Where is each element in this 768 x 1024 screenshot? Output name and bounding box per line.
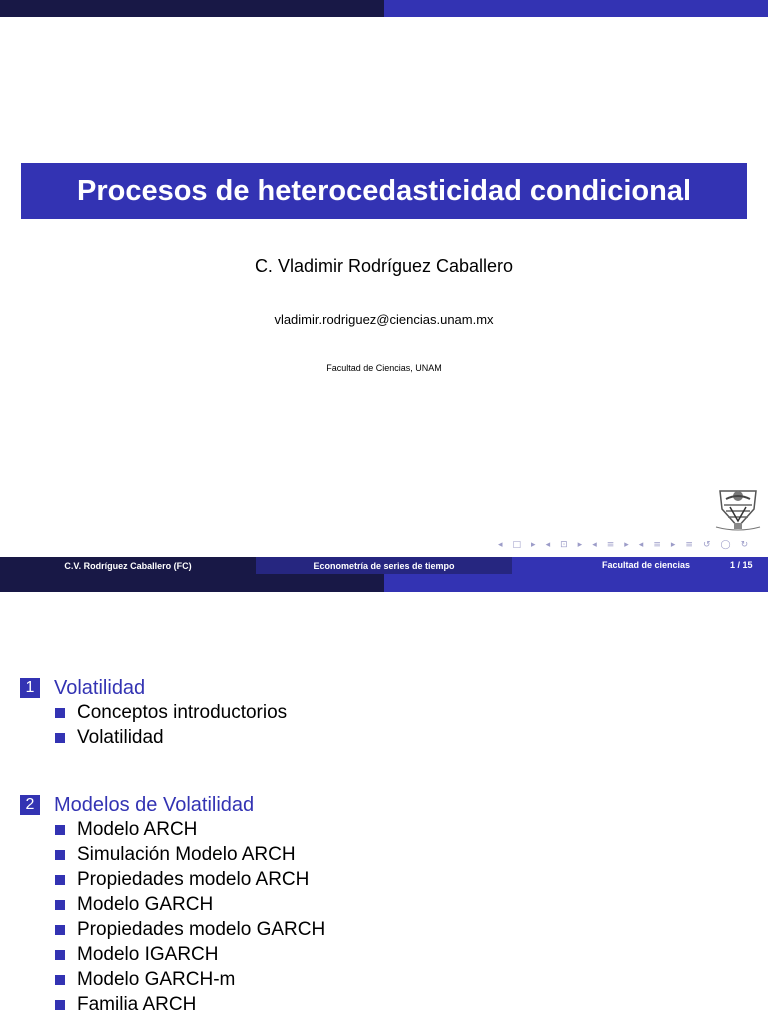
bullet-square-icon	[55, 850, 65, 860]
nav-frame-icon[interactable]: □	[512, 540, 522, 550]
header-bar-right	[384, 0, 768, 17]
section-number-badge: 2	[20, 795, 40, 815]
bullet-square-icon	[55, 975, 65, 985]
nav-prev-frame-icon[interactable]: ◂	[498, 540, 503, 550]
toc-section-1[interactable]	[20, 676, 287, 750]
presentation-title: Procesos de heterocedasticidad condicional	[21, 163, 747, 219]
toc-subsection[interactable]	[20, 917, 325, 942]
nav-back-icon[interactable]: ↺	[702, 540, 711, 550]
bullet-square-icon	[55, 708, 65, 718]
nav-subsection-icon[interactable]: ⊡	[560, 540, 568, 550]
bullet-square-icon	[55, 1000, 65, 1010]
toc-subsection[interactable]	[20, 700, 287, 725]
nav-next-document-icon[interactable]: ▸	[670, 540, 676, 550]
subsection-title[interactable]: Conceptos introductorios	[77, 701, 288, 723]
author-name: C. Vladimir Rodríguez Caballero	[254, 256, 514, 276]
bullet-square-icon	[55, 825, 65, 835]
footer-faculty: Facultad de ciencias	[602, 560, 691, 570]
toc-subsection[interactable]	[20, 867, 325, 892]
top-header-bar	[0, 0, 768, 17]
subsection-title[interactable]: Simulación Modelo ARCH	[77, 843, 296, 865]
toc-section-2[interactable]	[20, 793, 325, 1017]
subsection-title[interactable]: Propiedades modelo GARCH	[77, 918, 326, 940]
bottom-edge-left	[0, 574, 384, 592]
author-email: vladimir.rodriguez@ciencias.unam.mx	[274, 312, 494, 327]
section-number-badge: 1	[20, 678, 40, 698]
footer-course: Econometría de series de tiempo	[256, 557, 512, 574]
nav-document-icon[interactable]: ≡	[653, 540, 661, 550]
subsection-title[interactable]: Modelo IGARCH	[77, 943, 219, 965]
beamer-navigation-symbols[interactable]	[498, 540, 764, 552]
nav-prev-section-icon[interactable]: ◂	[592, 540, 597, 550]
nav-prev-subsection-icon[interactable]: ◂	[545, 540, 551, 550]
outline-slide	[0, 592, 768, 1024]
subsection-title[interactable]: Modelo GARCH	[77, 893, 214, 915]
toc-subsection[interactable]	[20, 842, 325, 867]
bullet-square-icon	[55, 950, 65, 960]
subsection-title[interactable]: Modelo GARCH-m	[77, 968, 236, 990]
bottom-edge-right	[384, 574, 768, 592]
subsection-title[interactable]: Familia ARCH	[77, 993, 197, 1015]
bullet-square-icon	[55, 925, 65, 935]
bullet-square-icon	[55, 875, 65, 885]
toc-subsection[interactable]	[20, 967, 325, 992]
nav-section-icon[interactable]: ≡	[606, 540, 615, 550]
slide-bottom-edge	[0, 574, 768, 592]
toc-section-heading[interactable]	[20, 676, 287, 700]
subsection-title[interactable]: Volatilidad	[77, 726, 164, 748]
toc-section-heading[interactable]	[20, 793, 325, 817]
footer-author: C.V. Rodríguez Caballero (FC)	[0, 557, 256, 574]
section-title[interactable]: Volatilidad	[54, 676, 146, 699]
footline	[0, 557, 768, 574]
bullet-square-icon	[55, 733, 65, 743]
page-number: 1 / 15	[730, 560, 753, 570]
nav-next-section-icon[interactable]: ▸	[624, 540, 629, 550]
toc-subsection[interactable]	[20, 725, 287, 750]
toc-subsection[interactable]	[20, 992, 325, 1017]
section-title[interactable]: Modelos de Volatilidad	[54, 793, 255, 816]
unam-logo	[714, 487, 762, 533]
toc-subsection[interactable]	[20, 942, 325, 967]
nav-next-subsection-icon[interactable]: ▸	[577, 540, 583, 550]
bullet-square-icon	[55, 900, 65, 910]
toc-subsection[interactable]	[20, 892, 325, 917]
nav-search-icon[interactable]: ◯	[720, 540, 731, 550]
subsection-title[interactable]: Propiedades modelo ARCH	[77, 868, 310, 890]
nav-prev-document-icon[interactable]: ◂	[638, 540, 644, 550]
toc-subsection[interactable]	[20, 817, 325, 842]
subsection-title[interactable]: Modelo ARCH	[77, 818, 198, 840]
footer-right	[512, 557, 768, 574]
nav-appendix-icon[interactable]: ≡	[685, 540, 693, 550]
header-bar-left	[0, 0, 384, 17]
nav-next-frame-icon[interactable]: ▸	[531, 540, 536, 550]
nav-forward-icon[interactable]: ↻	[740, 540, 749, 550]
institution: Facultad de Ciencias, UNAM	[326, 363, 442, 373]
